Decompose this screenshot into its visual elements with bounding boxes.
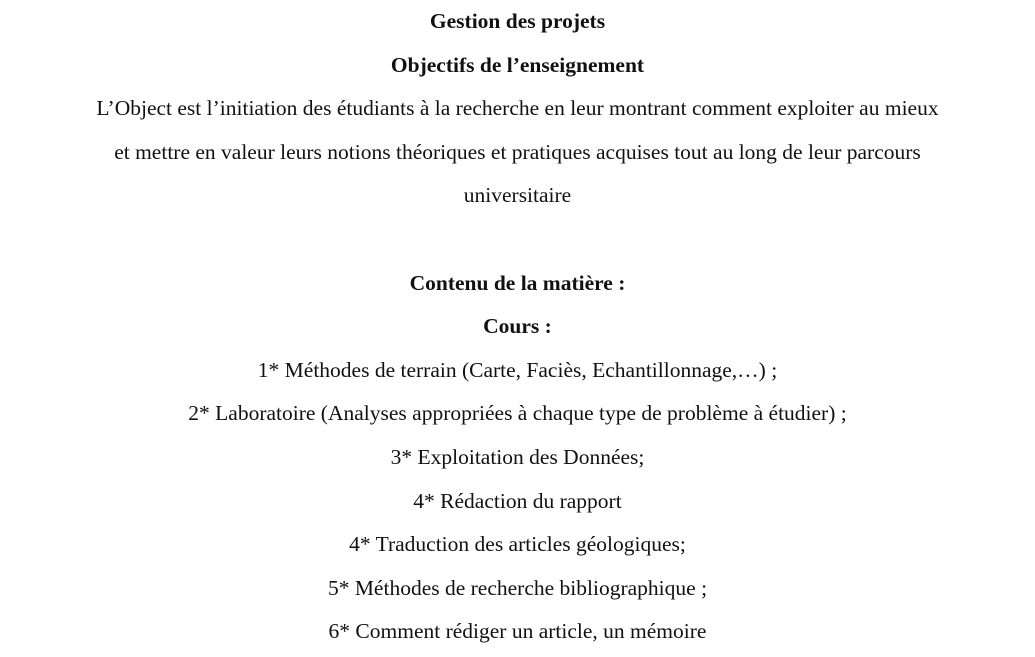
objectives-line: universitaire [463, 183, 572, 208]
content-heading: Contenu de la matière : [409, 270, 626, 295]
course-item: 5* Méthodes de recherche bibliographique ; [327, 575, 708, 600]
objectives-line: et mettre en valeur leurs notions théoriques et pratiques acquises tout au long de leur parcours [114, 139, 921, 164]
section-title: Gestion des projets [429, 9, 606, 33]
course-item: 6* Comment rédiger un article, un mémoire [328, 619, 707, 644]
course-list [0, 349, 1035, 654]
course-item: 1* Méthodes de terrain (Carte, Faciès, Echantillonnage,…) ; [257, 357, 778, 382]
course-item: 3* Exploitation des Données; [390, 444, 645, 469]
blank-spacer [0, 218, 1035, 262]
course-heading: Cours : [483, 314, 552, 339]
course-item: 4* Traduction des articles géologiques; [349, 532, 686, 557]
course-item: 2* Laboratoire (Analyses appropriées à chaque type de problème à étudier) ; [188, 401, 847, 426]
objectives-heading: Objectifs de l’enseignement [390, 52, 645, 77]
objectives-line: L’Object est l’initiation des étudiants à la recherche en leur montrant comment exploiter au mieux [96, 96, 939, 121]
objectives-paragraph [0, 87, 1035, 218]
course-item: 4* Rédaction du rapport [413, 488, 622, 513]
